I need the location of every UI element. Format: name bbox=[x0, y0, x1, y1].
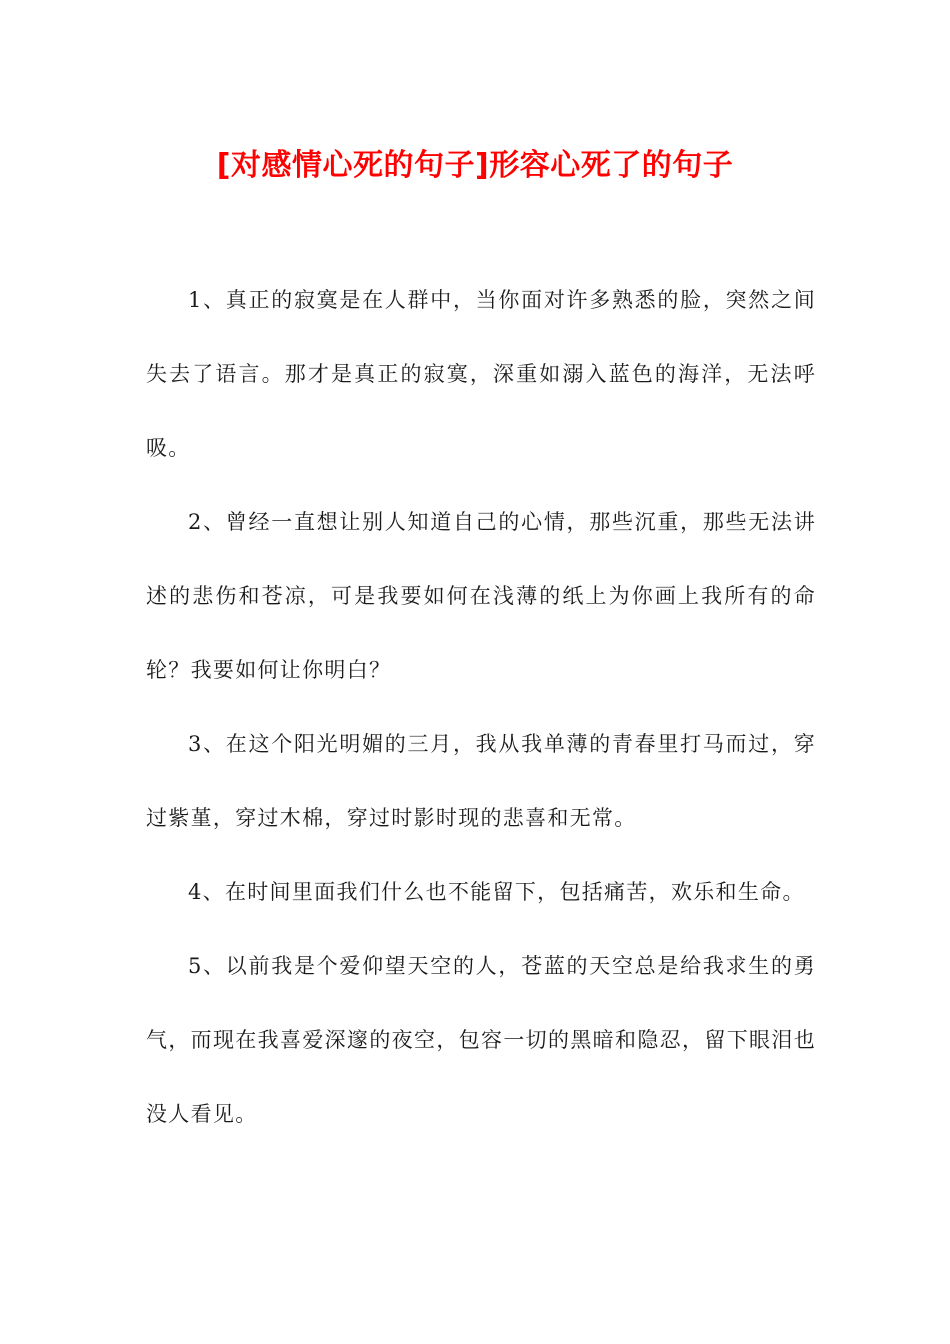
paragraph-2: 2、曾经一直想让别人知道自己的心情，那些沉重，那些无法讲述的悲伤和苍凉，可是我要如何在浅薄的纸上为你画上我所有的命轮？我要如何让你明白？ bbox=[146, 510, 816, 682]
document-title: [对感情心死的句子]形容心死了的句子 bbox=[216, 148, 734, 183]
paragraph-1: 1、真正的寂寞是在人群中，当你面对许多熟悉的脸，突然之间失去了语言。那才是真正的寂寞，深重如溺入蓝色的海洋，无法呼吸。 bbox=[146, 288, 816, 460]
paragraph-3: 3、在这个阳光明媚的三月，我从我单薄的青春里打马而过，穿过紫堇，穿过木棉，穿过时影时现的悲喜和无常。 bbox=[146, 732, 816, 830]
paragraph-5: 5、以前我是个爱仰望天空的人，苍蓝的天空总是给我求生的勇气，而现在我喜爱深邃的夜空，包容一切的黑暗和隐忍，留下眼泪也没人看见。 bbox=[146, 954, 816, 1126]
document-body bbox=[146, 263, 816, 1151]
paragraph-4: 4、在时间里面我们什么也不能留下，包括痛苦，欢乐和生命。 bbox=[188, 880, 805, 904]
